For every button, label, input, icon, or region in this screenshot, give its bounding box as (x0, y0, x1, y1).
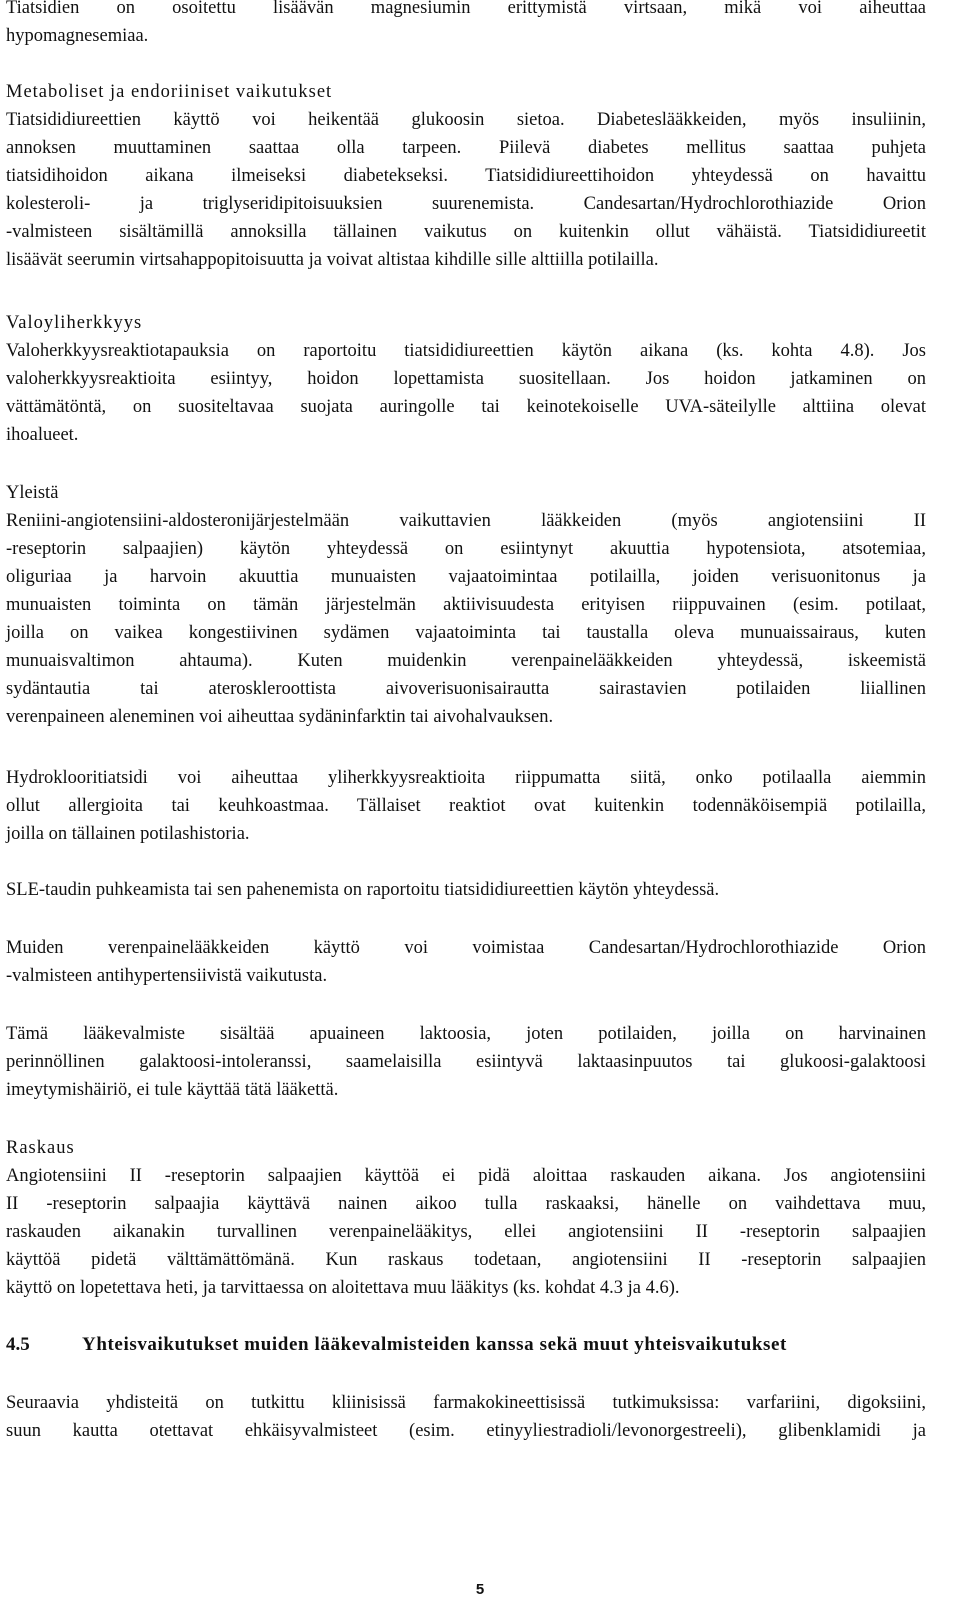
section-general (6, 479, 926, 731)
subheading-photosensitivity: Valoyliherkkyys (6, 313, 143, 333)
text-line: Tämä lääkevalmiste sisältää apuaineen laktoosia, joten potilaiden, joilla on harvinainen (6, 1024, 926, 1044)
text-line: raskauden aikanakin turvallinen verenpainelääkitys, ellei angiotensiini II -reseptorin salpaajien (6, 1222, 926, 1242)
text-line: Reniini-angiotensiini-aldosteronijärjestelmään vaikuttavien lääkkeiden (myös angiotensiini II (6, 511, 926, 531)
text-line: Seuraavia yhdisteitä on tutkittu kliinisissä farmakokineettisissä tutkimuksissa: varfariini, digoksiini, (6, 1393, 926, 1413)
paragraph-sle (6, 876, 926, 904)
text-line: valoherkkyysreaktioita esiintyy, hoidon lopettamista suositellaan. Jos hoidon jatkaminen on (6, 369, 926, 389)
text-line: suun kautta otettavat ehkäisyvalmisteet (esim. etinyyliestradioli/levonorgestreeli), glibenklamidi ja (6, 1421, 926, 1441)
paragraph-hydrochlorothiazide (6, 764, 926, 848)
subheading-general: Yleistä (6, 483, 59, 503)
text-line: SLE-taudin puhkeamista tai sen pahenemista on raportoitu tiatsididiureettien käytön yhteydessä. (6, 880, 720, 900)
text-line: ihoalueet. (6, 425, 79, 445)
text-line: vättämätöntä, on suositeltavaa suojata auringolle tai keinotekoiselle UVA-säteilylle alttiina olevat (6, 397, 926, 417)
subheading-pregnancy: Raskaus (6, 1138, 75, 1158)
text-line: verenpaineen aleneminen voi aiheuttaa sydäninfarktin tai aivohalvauksen. (6, 707, 554, 727)
text-line: käyttö on lopetettava heti, ja tarvittaessa on aloitettava muu lääkitys (ks. kohdat 4.3 ja 4.6). (6, 1278, 680, 1298)
section-pregnancy (6, 1134, 926, 1302)
paragraph-lactose (6, 1020, 926, 1104)
text-line: kolesteroli- ja triglyseridipitoisuuksien suurenemista. Candesartan/Hydrochlorothiazide Orion (6, 194, 926, 214)
text-line: joilla on tällainen potilashistoria. (6, 824, 250, 844)
text-line: oliguriaa ja harvoin akuuttia munuaisten vajaatoimintaa potilailla, joiden verisuonitonus ja (6, 567, 926, 587)
paragraph-interactions (6, 1389, 926, 1445)
text-line: -valmisteen antihypertensiivistä vaikutusta. (6, 966, 328, 986)
paragraph-other-antihypertensives (6, 934, 926, 990)
text-line: Valoherkkyysreaktiotapauksia on raportoitu tiatsididiureettien käytön aikana (ks. kohta 4.8). Jos (6, 341, 926, 361)
text-line: ollut allergioita tai keuhkoastmaa. Tällaiset reaktiot ovat kuitenkin todennäköisempiä potilailla, (6, 796, 926, 816)
text-line: -reseptorin salpaajien) käytön yhteydessä on esiintynyt akuuttia hypotensiota, atsotemiaa, (6, 539, 926, 559)
text-line: lisäävät seerumin virtsahappopitoisuutta ja voivat altistaa kihdille sille alttiilla potilailla. (6, 250, 659, 270)
text-line: tiatsidihoidon aikana ilmeiseksi diabetekseksi. Tiatsididiureettihoidon yhteydessä on havaittu (6, 166, 926, 186)
section-number: 4.5 (6, 1334, 30, 1355)
text-line: Angiotensiini II -reseptorin salpaajien käyttöä ei pidä aloittaa raskauden aikana. Jos angiotensiini (6, 1166, 926, 1186)
subheading-metabolic: Metaboliset ja endoriiniset vaikutukset (6, 82, 333, 102)
text-line: Muiden verenpainelääkkeiden käyttö voi voimistaa Candesartan/Hydrochlorothiazide Orion (6, 938, 926, 958)
page-number: 5 (475, 1581, 485, 1598)
text-line: munuaisten toiminta on tämän järjestelmän aktiivisuudesta erityisen riippuvainen (esim. potilaat, (6, 595, 926, 615)
text-line: annoksen muuttaminen saattaa olla tarpeen. Piilevä diabetes mellitus saattaa puhjeta (6, 138, 926, 158)
section-photosensitivity (6, 309, 926, 449)
paragraph-magnesium (6, 0, 926, 50)
text-line: joilla on vaikea kongestiivinen sydämen vajaatoiminta tai taustalla oleva munuaissairaus, kuten (6, 623, 926, 643)
text-line: imeytymishäiriö, ei tule käyttää tätä lääkettä. (6, 1080, 339, 1100)
text-line: -valmisteen sisältämillä annoksilla tällainen vaikutus on kuitenkin ollut vähäistä. Tiatsididiureetit (6, 222, 926, 242)
section-4-5-heading (6, 1331, 926, 1359)
section-title: Yhteisvaikutukset muiden lääkevalmisteiden kanssa sekä muut yhteisvaikutukset (82, 1334, 787, 1355)
text-line: Tiatsidien on osoitettu lisäävän magnesiumin erittymistä virtsaan, mikä voi aiheuttaa (6, 0, 926, 18)
text-line: hypomagnesemiaa. (6, 26, 149, 46)
text-line: II -reseptorin salpaajia käyttävä nainen aikoo tulla raskaaksi, hänelle on vaihdettava muu, (6, 1194, 926, 1214)
text-line: perinnöllinen galaktoosi-intoleranssi, saamelaisilla esiintyvä laktaasinpuutos tai glukoosi-galaktoosi (6, 1052, 926, 1072)
text-line: munuaisvaltimon ahtauma). Kuten muidenkin verenpainelääkkeiden yhteydessä, iskeemistä (6, 651, 926, 671)
text-line: Tiatsididiureettien käyttö voi heikentää glukoosin sietoa. Diabeteslääkkeiden, myös insuliinin, (6, 110, 926, 130)
text-line: sydäntautia tai ateroskleroottista aivoverisuonisairautta sairastavien potilaiden liiallinen (6, 679, 926, 699)
section-metabolic (6, 78, 926, 274)
text-line: käyttöä pidetä välttämättömänä. Kun raskaus todetaan, angiotensiini II -reseptorin salpaajien (6, 1250, 926, 1270)
text-line: Hydroklooritiatsidi voi aiheuttaa yliherkkyysreaktioita riippumatta siitä, onko potilaalla aiemmin (6, 768, 926, 788)
